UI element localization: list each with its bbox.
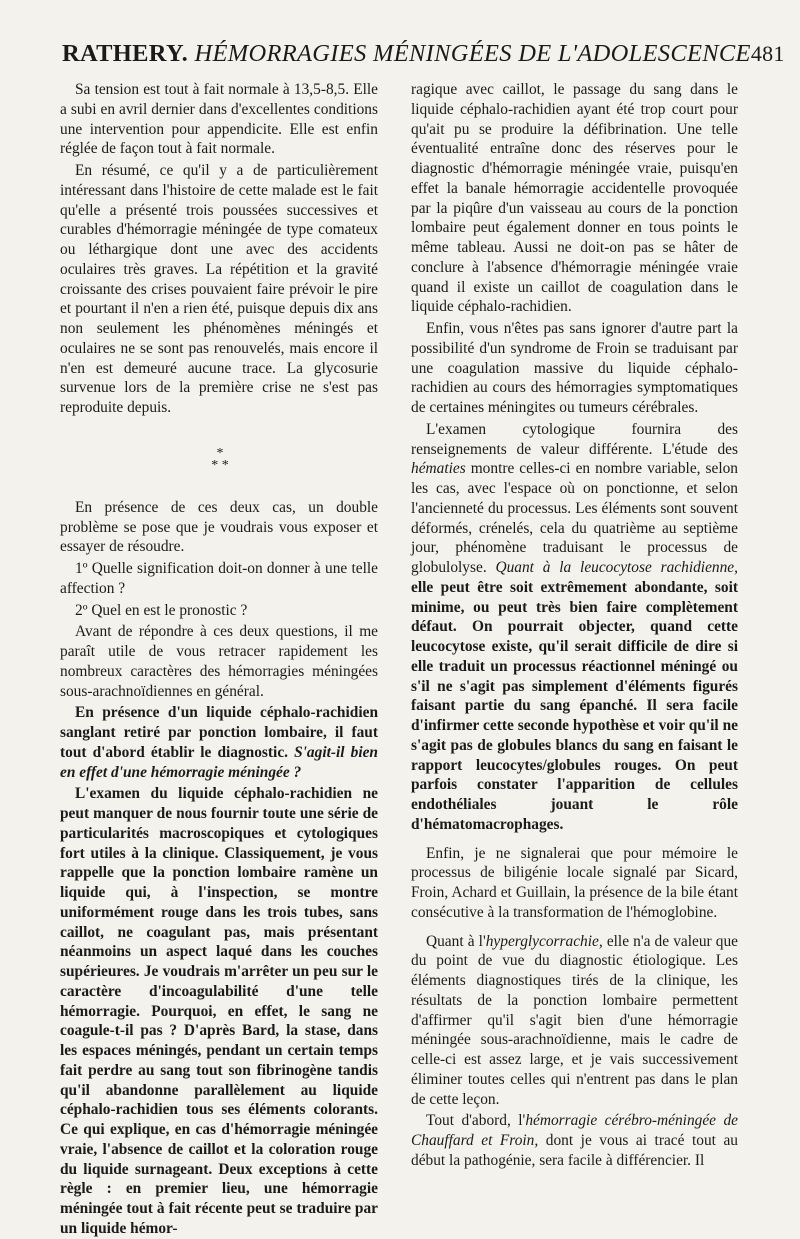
paragraph-text-bold: elle peut être soit extrêmement abondante, soit minime, ou peut très bien faire complètement défaut. On pourrait objecter, quand cette leucocytose existe, qu'il serait difficile de dire si elle traduit un processus réactionnel méningé ou s'il ne s'agit pas simplement d'éléments figurés faisant partie du sang épanché. Il sera facile d'infirmer cette seconde hypothèse et voir qu'il ne s'agit pas de globules blancs du sang en faisant le rapport leucocytes/globules rouges. On peut parfois constater l'apparition de cellules endothéliales jouant le rôle d'hématomacrophages.: [411, 578, 738, 833]
paragraph: Enfin, je ne signalerai que pour mémoire le processus de biligénie locale signalé par Sicard, Froin, Achard et Guillain, la présence de la bile étant consécutive à la transformation de l'hémoglobine.: [411, 844, 738, 921]
paragraph: En présence de ces deux cas, un double problème se pose que je voudrais vous exposer et essayer de résoudre.: [60, 498, 378, 556]
italic-term: hématies: [411, 460, 466, 478]
italic-term: hémorragie cérébro-méningée de Chauffard et Froin,: [411, 1112, 738, 1149]
paragraph-text: dont je vous ai tracé tout au début la pathogénie, sera facile à différencier. Il: [411, 1132, 738, 1169]
paragraph: Enfin, vous n'êtes pas sans ignorer d'autre part la possibilité d'un syndrome de Froin se traduisant par une coagulation massive du liquide céphalo-rachidien au cours des hémorragies symptomatiques de certaines méningites ou tumeurs cérébrales.: [411, 320, 738, 416]
paragraph: [411, 1111, 738, 1170]
header-left: [62, 40, 751, 68]
page-number: 481: [750, 41, 785, 66]
asterism-separator: [60, 445, 378, 473]
paragraph-text: Tout d'abord, l': [426, 1112, 526, 1130]
paragraph-bold: L'examen du liquide céphalo-rachidien ne peut manquer de nous fournir toute une série de particularités macroscopiques et cytologiques fort utiles à la clinique. Classiquement, je vous rappelle que la ponction lombaire ramène un liquide qui, à l'inspection, se montre uniformément rouge dans les trois tubes, sans caillot, ne coagulant pas, mais présentant néanmoins un aspect laqué dans les couches supérieures. Je voudrais m'arrêter un peu sur le caractère d'incoagulabilité d'une telle hémorragie. Pourquoi, en effet, le sang ne coagule-t-il pas ? D'après Bard, la stase, dans les espaces méningés, pendant un certain temps fait perdre au sang tout son fibrinogène tandis qu'il abandonne parallèlement au liquide céphalo-rachidien tous ses éléments colorants. Ce qui explique, en cas d'hémorragie méningée vraie, l'absence de caillot et la coloration rouge du liquide surnageant. Deux exceptions à cette règle : en premier lieu, une hémorragie méningée tout à fait récente peut se traduire par un liquide hémor-: [60, 785, 378, 1237]
paragraph: En résumé, ce qu'il y a de particulièrement intéressant dans l'histoire de cette malade est le fait qu'elle a présenté trois poussées successives et curables d'hémorragie méningée de type comateux ou léthargique dont une avec des accidents oculaires très graves. La répétition et la gravité croissante des crises pouvaient faire prévoir le pire et pourtant il n'en a rien été, puisque depuis dix ans non seulement les phénomènes méningés et oculaires ne se sont pas renouvelés, mais encore il n'en est demeuré aucune trace. La glycosurie survenue lors de la première crise ne s'est pas reproduite depuis.: [60, 162, 378, 416]
paragraph-text: montre celles-ci en nombre variable, selon les cas, avec l'espace où on ponctionne, et selon l'ancienneté du processus. Les éléments sont souvent déformés, crénelés, cela du quatrième au septième jour, phénomène traduisant le processus de globulolyse.: [411, 460, 738, 576]
paragraph-text: Quant à l': [426, 932, 486, 950]
italic-question: S'agit-il bien en effet d'une hémorragie méningée ?: [60, 743, 378, 781]
paragraph: [411, 932, 738, 1110]
paragraph-bold: [60, 703, 378, 782]
paragraph-text: L'examen cytologique fournira des renseignements de valeur différente. L'étude des: [411, 420, 738, 458]
paragraph-text: En présence d'un liquide céphalo-rachidien sanglant retiré par ponction lombaire, il faut tout d'abord établir le diagnostic.: [60, 704, 378, 761]
header-title: HÉMORRAGIES MÉNINGÉES DE L'ADOLESCENCE: [194, 40, 751, 67]
italic-term: Quant à la leucocytose rachidienne,: [495, 559, 738, 576]
paragraph-text: elle n'a de valeur que du point de vue du diagnostic étiologique. Les éléments diagnostiques tirés de la clinique, les résultats de la ponction lombaire permettent d'affirmer qu'il s'agit bien d'une hémorragie méningée sous-arachnoïdienne, mais le cadre de celle-ci est assez large, et je vais successivement éliminer toutes celles qui n'entrent pas dans le plan de cette leçon.: [411, 932, 738, 1108]
paragraph: Avant de répondre à ces deux questions, il me paraît utile de vous retracer rapidement les nombreux caractères des hémorragies méningées sous-arachnoïdiennes en général.: [60, 623, 378, 700]
italic-term: hyperglycorrachie,: [485, 932, 603, 950]
header-author: RATHERY.: [62, 40, 189, 67]
asterism-bottom: * *: [211, 457, 229, 473]
right-column: [411, 80, 738, 1171]
question-1: 1º Quelle signification doit-on donner à une telle affection ?: [60, 560, 378, 597]
paragraph: [411, 420, 738, 835]
left-column: [60, 80, 378, 1239]
paragraph: Sa tension est tout à fait normale à 13,5-8,5. Elle a subi en avril dernier dans d'excellentes conditions une intervention pour appendicite. Elle est enfin réglée de façon tout à fait normale.: [60, 81, 378, 158]
paragraph-continued: ragique avec caillot, le passage du sang dans le liquide céphalo-rachidien ayant été trop court pour qu'ait pu se produire la défibrination. Une telle éventualité entraîne donc des réserves pour le diagnostic d'hémorragie méningée vraie, puisqu'en effet la banale hémorragie accidentelle provoquée par la piqûre d'un vaisseau au cours de la ponction lombaire peut également donner en tous points le même tableau. Aussi ne doit-on pas se hâter de conclure à l'absence d'hémorragie méningée vraie quand il existe un caillot de coagulation dans le liquide céphalo-rachidien.: [411, 81, 738, 316]
asterism-top: *: [216, 445, 224, 461]
question-2: 2º Quel en est le pronostic ?: [75, 601, 248, 619]
running-header: [62, 40, 785, 74]
